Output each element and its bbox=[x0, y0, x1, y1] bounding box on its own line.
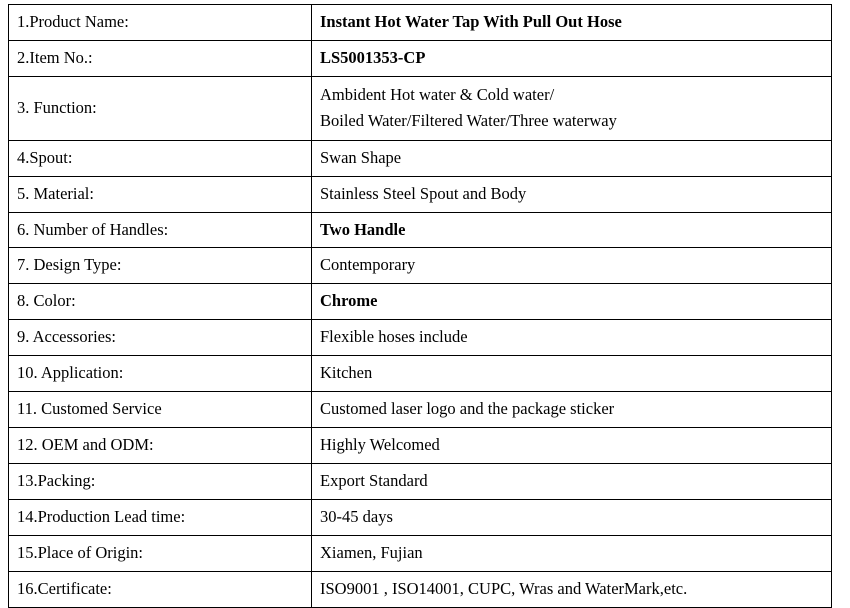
spec-value: Customed laser logo and the package sticker bbox=[312, 392, 832, 428]
spec-value: Instant Hot Water Tap With Pull Out Hose bbox=[312, 5, 832, 41]
spec-value: Flexible hoses include bbox=[312, 320, 832, 356]
spec-value: Two Handle bbox=[312, 212, 832, 248]
spec-value: Stainless Steel Spout and Body bbox=[312, 176, 832, 212]
spec-label: 14.Production Lead time: bbox=[9, 499, 312, 535]
spec-value-line: Ambident Hot water & Cold water/ bbox=[320, 84, 555, 104]
spec-label: 10. Application: bbox=[9, 356, 312, 392]
table-row bbox=[9, 571, 832, 607]
spec-value: Contemporary bbox=[312, 248, 832, 284]
spec-label: 3. Function: bbox=[9, 76, 312, 140]
spec-value: Swan Shape bbox=[312, 140, 832, 176]
table-row bbox=[9, 140, 832, 176]
spec-label: 5. Material: bbox=[9, 176, 312, 212]
spec-label: 13.Packing: bbox=[9, 463, 312, 499]
table-row bbox=[9, 320, 832, 356]
table-row bbox=[9, 392, 832, 428]
table-row bbox=[9, 5, 832, 41]
spec-label: 4.Spout: bbox=[9, 140, 312, 176]
table-row bbox=[9, 76, 832, 140]
spec-label: 11. Customed Service bbox=[9, 392, 312, 428]
table-row bbox=[9, 356, 832, 392]
table-row bbox=[9, 535, 832, 571]
table-row bbox=[9, 428, 832, 464]
spec-label: 6. Number of Handles: bbox=[9, 212, 312, 248]
spec-value: Xiamen, Fujian bbox=[312, 535, 832, 571]
table-row bbox=[9, 40, 832, 76]
spec-value-line: Boiled Water/Filtered Water/Three waterway bbox=[320, 110, 617, 130]
table-row bbox=[9, 176, 832, 212]
spec-label: 8. Color: bbox=[9, 284, 312, 320]
specification-table-body bbox=[9, 5, 832, 608]
spec-value bbox=[312, 76, 832, 140]
spec-value: Kitchen bbox=[312, 356, 832, 392]
spec-label: 15.Place of Origin: bbox=[9, 535, 312, 571]
table-row bbox=[9, 212, 832, 248]
table-row bbox=[9, 463, 832, 499]
spec-label: 1.Product Name: bbox=[9, 5, 312, 41]
spec-label: 12. OEM and ODM: bbox=[9, 428, 312, 464]
spec-value: ISO9001 , ISO14001, CUPC, Wras and WaterMark,etc. bbox=[312, 571, 832, 607]
spec-label: 2.Item No.: bbox=[9, 40, 312, 76]
table-row bbox=[9, 499, 832, 535]
table-row bbox=[9, 284, 832, 320]
spec-label: 16.Certificate: bbox=[9, 571, 312, 607]
spec-value: LS5001353-CP bbox=[312, 40, 832, 76]
spec-value: Export Standard bbox=[312, 463, 832, 499]
spec-label: 7. Design Type: bbox=[9, 248, 312, 284]
specification-table bbox=[8, 4, 832, 608]
spec-value: Highly Welcomed bbox=[312, 428, 832, 464]
spec-value: 30-45 days bbox=[312, 499, 832, 535]
spec-value: Chrome bbox=[312, 284, 832, 320]
spec-label: 9. Accessories: bbox=[9, 320, 312, 356]
table-row bbox=[9, 248, 832, 284]
